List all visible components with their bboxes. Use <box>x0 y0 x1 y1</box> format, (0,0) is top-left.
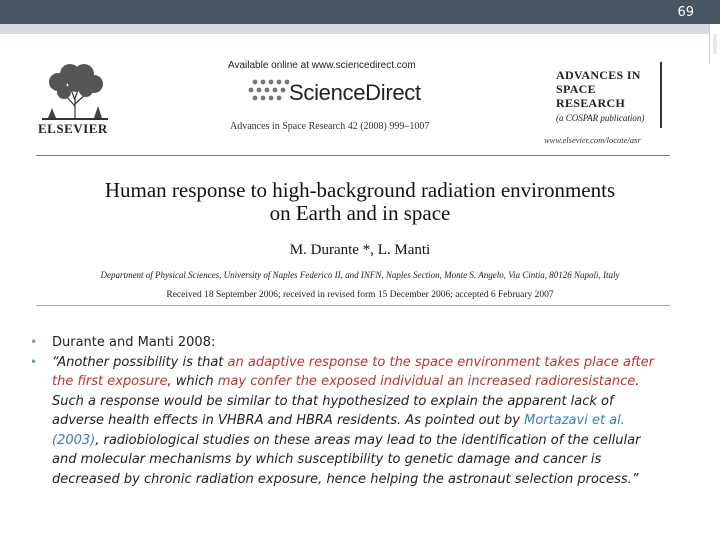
quote-highlight: may confer the exposed individual an increased radioresistance <box>217 374 636 389</box>
bullet-item <box>26 333 666 353</box>
quote-text: “Another possibility is that <box>52 354 228 370</box>
slide-top-bar <box>0 0 720 24</box>
citation-link[interactable]: Mortazavi et al. (2003) <box>52 413 625 448</box>
paper-authors: M. Durante *, L. Manti <box>289 242 431 258</box>
journal-logo <box>556 68 641 110</box>
paper-affiliation: Department of Physical Sciences, University of Naples Federico II, and INFN, Naples Section, Monte S. Angelo, Via Cintia, 80126 Napoli, Italy <box>100 270 620 280</box>
paper-title-line: Human response to high-background radiation environments <box>104 178 616 202</box>
slide-edge-strip <box>709 24 720 64</box>
slide-number: 69 <box>677 5 694 20</box>
elsevier-wordmark: ELSEVIER <box>38 121 108 136</box>
journal-logo-line: SPACE <box>556 82 596 96</box>
quote-highlight: an adaptive response to the space environment takes place after the first exposure <box>52 354 655 389</box>
bullet-icon: • <box>30 354 38 369</box>
journal-logo-line: RESEARCH <box>556 96 626 110</box>
bullet-item-quote <box>26 353 666 490</box>
available-online-text: Available online at www.sciencedirect.com <box>228 60 416 71</box>
journal-logo-subtitle: (a COSPAR publication) <box>556 113 645 123</box>
quote-text: . Such a response would be similar to that hypothesized to explain the apparent lack of adverse health effects in VHBRA and HBRA residents. As pointed out by <box>52 374 640 428</box>
paper-divider <box>36 305 670 306</box>
bullet-text: Durante and Manti 2008: <box>52 335 216 350</box>
journal-url: www.elsevier.com/locate/asr <box>544 135 641 145</box>
header-divider <box>36 155 670 156</box>
quote-text: , radiobiological studies on these areas may lead to the identification of the cellular and molecular mechanisms by which susceptibility to genetic damage and cancer is decreased by chronic radiation exposure, hence helping the astronaut selection process.” <box>52 432 641 487</box>
bullet-list <box>26 333 666 489</box>
paper-title <box>60 179 660 225</box>
quote-text: , which <box>167 374 218 389</box>
slide-top-band <box>0 24 720 34</box>
sciencedirect-wordmark: ScienceDirect <box>289 80 421 105</box>
paper-dates: Received 18 September 2006; received in revised form 15 December 2006; accepted 6 February 2007 <box>166 290 554 300</box>
paper-title-line: on Earth and in space <box>269 201 451 225</box>
journal-logo-line: ADVANCES IN <box>556 68 641 82</box>
bullet-icon: • <box>30 335 38 349</box>
journal-citation: Advances in Space Research 42 (2008) 999–1007 <box>230 121 430 132</box>
sciencedirect-dots-icon <box>245 76 293 106</box>
